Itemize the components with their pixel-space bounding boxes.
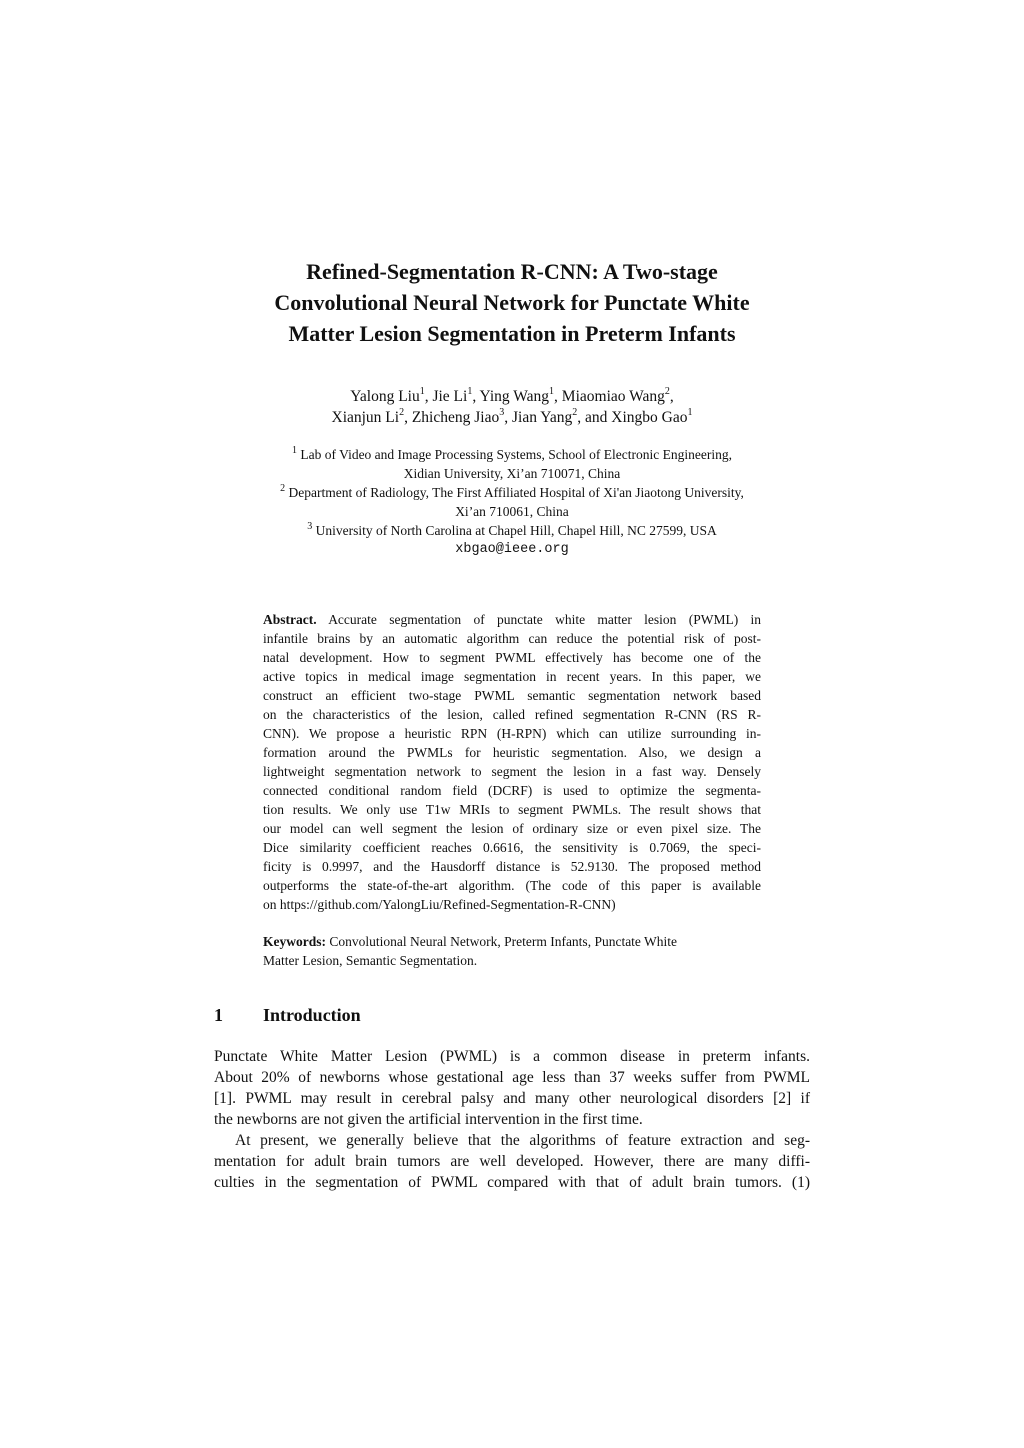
author-affil-mark: 2 xyxy=(399,406,405,418)
abstract-line: construct an efficient two-stage PWML semantic segmentation network based xyxy=(263,688,761,703)
abstract-line: active topics in medical image segmentation in recent years. In this paper, we xyxy=(263,669,761,684)
abstract-line xyxy=(263,610,761,629)
title-line: Refined-Segmentation R-CNN: A Two-stage xyxy=(306,259,718,284)
author-name: Jian Yang xyxy=(511,409,573,426)
section-heading xyxy=(214,1003,814,1027)
author-separator: , xyxy=(404,409,412,426)
author-list xyxy=(200,386,824,428)
author-affil-mark: 1 xyxy=(419,385,425,397)
body-line: [1]. PWML may result in cerebral palsy and many other neurological disorders [2] if xyxy=(214,1090,810,1107)
abstract-line: lightweight segmentation network to segment the lesion in a fast way. Densely xyxy=(263,764,761,779)
affiliation-text: Lab of Video and Image Processing Systems, School of Electronic Engineering, xyxy=(300,447,732,462)
author-separator: , xyxy=(669,388,674,405)
body-line: the newborns are not given the artificial intervention in the first time. xyxy=(214,1111,643,1128)
keywords xyxy=(263,932,761,970)
author-line xyxy=(200,407,824,428)
affil-mark: 1 xyxy=(292,444,298,456)
author-separator: , xyxy=(554,388,562,405)
abstract-label: Abstract. xyxy=(263,612,317,627)
author-affil-mark: 3 xyxy=(499,406,505,418)
author-name: Ying Wang xyxy=(479,388,550,405)
keywords-line: Matter Lesion, Semantic Segmentation. xyxy=(263,953,478,968)
author-separator: , xyxy=(472,388,480,405)
abstract-line: ficity is 0.9997, and the Hausdorff distance is 52.9130. The proposed method xyxy=(263,859,761,874)
section-number: 1 xyxy=(214,1005,223,1025)
contact-email[interactable]: xbgao@ieee.org xyxy=(455,542,569,557)
author-affil-mark: 2 xyxy=(664,385,670,397)
affiliation-text: University of North Carolina at Chapel Hill, Chapel Hill, NC 27599, USA xyxy=(315,523,717,538)
keywords-line xyxy=(263,932,761,951)
keywords-text: Convolutional Neural Network, Preterm Infants, Punctate White xyxy=(329,934,678,949)
affiliation-line: Xidian University, Xi’an 710071, China xyxy=(403,466,621,481)
author-affil-mark: 1 xyxy=(687,406,693,418)
author-name: Xingbo Gao xyxy=(611,409,688,426)
abstract-line: CNN). We propose a heuristic RPN (H-RPN) which can utilize surrounding in- xyxy=(263,726,761,741)
keywords-label: Keywords: xyxy=(263,934,326,949)
author-name: Jie Li xyxy=(432,388,468,405)
body-line: culties in the segmentation of PWML compared with that of adult brain tumors. (1) xyxy=(214,1174,810,1191)
abstract-line: our model can well segment the lesion of ordinary size or even pixel size. The xyxy=(263,821,761,836)
author-separator: , xyxy=(504,409,512,426)
abstract xyxy=(263,610,761,914)
abstract-line: tion results. We only use T1w MRIs to segment PWMLs. The result shows that xyxy=(263,802,761,817)
abstract-line: natal development. How to segment PWML effectively has become one of the xyxy=(263,650,761,665)
affiliation-line xyxy=(200,445,824,464)
abstract-line: Dice similarity coefficient reaches 0.6616, the sensitivity is 0.7069, the speci- xyxy=(263,840,761,855)
abstract-line: infantile brains by an automatic algorithm can reduce the potential risk of post- xyxy=(263,631,761,646)
author-name: Xianjun Li xyxy=(331,409,400,426)
abstract-line: on https://github.com/YalongLiu/Refined-Segmentation-R-CNN) xyxy=(263,897,616,912)
abstract-line: outperforms the state-of-the-art algorithm. (The code of this paper is available xyxy=(263,878,761,893)
body-text xyxy=(214,1046,810,1193)
author-line xyxy=(200,386,824,407)
section-title: Introduction xyxy=(263,1005,361,1025)
author-affil-mark: 2 xyxy=(572,406,578,418)
affiliation-line: Xi’an 710061, China xyxy=(455,504,569,519)
abstract-line: formation around the PWMLs for heuristic segmentation. Also, we design a xyxy=(263,745,761,760)
affiliation-text: Department of Radiology, The First Affiliated Hospital of Xi'an Jiaotong University, xyxy=(288,485,744,500)
body-line: About 20% of newborns whose gestational age less than 37 weeks suffer from PWML xyxy=(214,1069,810,1086)
affiliation-line xyxy=(200,521,824,540)
author-name: Miaomiao Wang xyxy=(561,388,665,405)
title-line: Convolutional Neural Network for Punctate White xyxy=(274,290,750,315)
abstract-line: on the characteristics of the lesion, called refined segmentation R-CNN (RS R- xyxy=(263,707,761,722)
paper-title xyxy=(200,256,824,349)
author-name: Yalong Liu xyxy=(350,388,420,405)
author-separator: , xyxy=(424,388,433,405)
author-affil-mark: 1 xyxy=(549,385,555,397)
author-affil-mark: 1 xyxy=(467,385,473,397)
abstract-text: Accurate segmentation of punctate white matter lesion (PWML) in xyxy=(328,612,761,627)
affiliations xyxy=(200,445,824,559)
affil-mark: 3 xyxy=(307,520,313,532)
body-line: mentation for adult brain tumors are well developed. However, there are many diffi- xyxy=(214,1153,810,1170)
title-line: Matter Lesion Segmentation in Preterm Infants xyxy=(288,321,736,346)
body-line: Punctate White Matter Lesion (PWML) is a common disease in preterm infants. xyxy=(214,1048,810,1065)
body-line: At present, we generally believe that the algorithms of feature extraction and seg- xyxy=(235,1132,810,1149)
abstract-line: connected conditional random field (DCRF) is used to optimize the segmenta- xyxy=(263,783,761,798)
affil-mark: 2 xyxy=(280,482,286,494)
author-separator: , and xyxy=(577,409,612,426)
author-name: Zhicheng Jiao xyxy=(411,409,500,426)
affiliation-line xyxy=(200,483,824,502)
